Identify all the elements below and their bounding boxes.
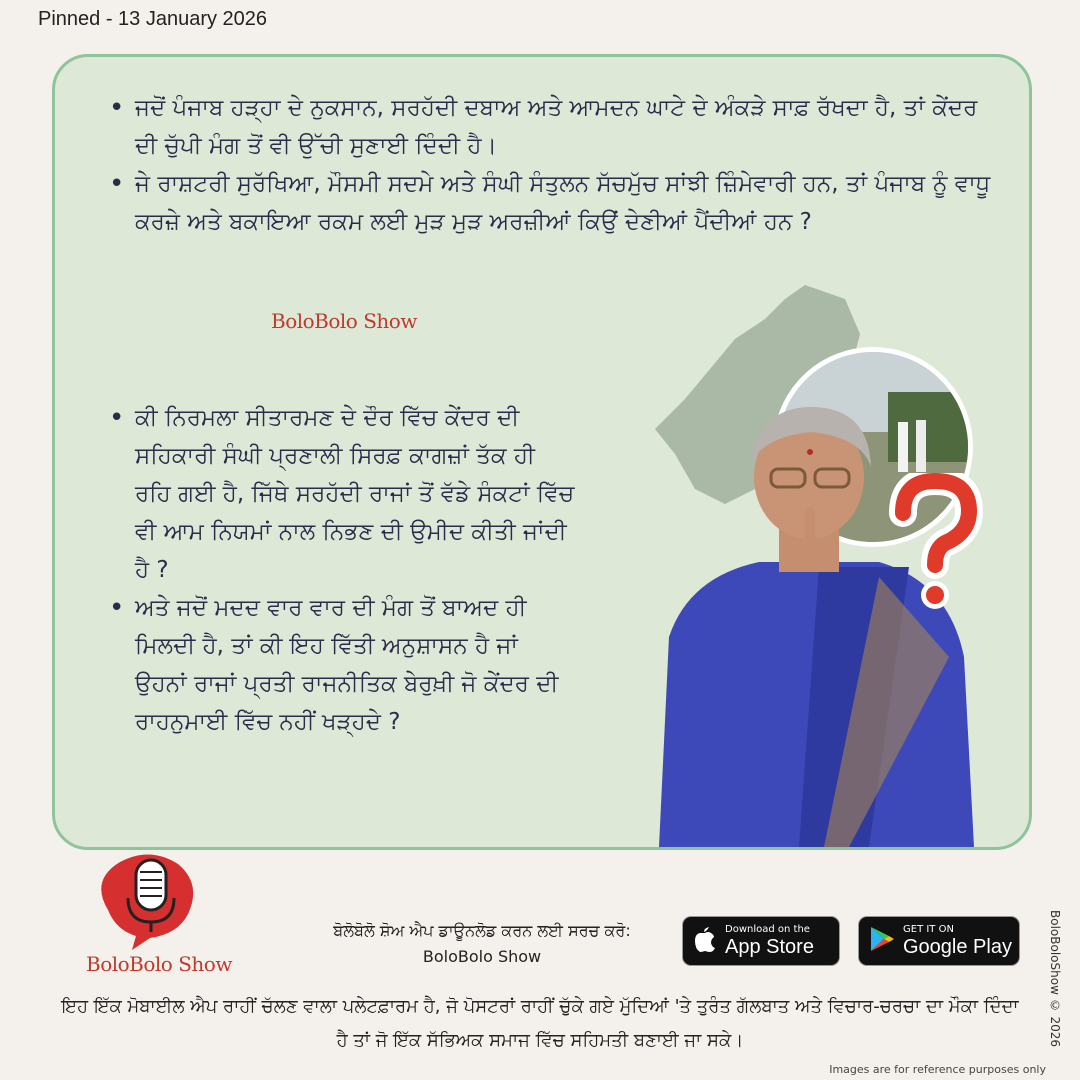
pinned-date: Pinned - 13 January 2026 <box>38 8 268 30</box>
cta-app-name: BoloBolo Show <box>422 947 542 966</box>
content-card <box>52 54 1032 850</box>
download-cta <box>282 918 682 970</box>
list-item: • ਜੇ ਰਾਸ਼ਟਰੀ ਸੁਰੱਖਿਆ, ਮੌਸਮੀ ਸਦਮੇ ਅਤੇ ਸੰਘੀ ਸੰਤੁਲਨ ਸੱਚਮੁੱਚ ਸਾਂਝੀ ਜ਼ਿੰਮੇਵਾਰੀ ਹਨ, ਤਾਂ ਪੰਜਾਬ ਨੂੰ ਵਾਧੂ ਕਰਜ਼ੇ ਅਤੇ ਬਕਾਇਆ ਰਕਮ ਲਈ ਮੁੜ ਮੁੜ ਅਰਜ਼ੀਆਂ ਕਿਉਂ ਦੇਣੀਆਂ ਪੈਂਦੀਆਂ ਹਨ ? <box>105 165 1005 241</box>
cta-text: ਬੋਲੋਬੋਲੋ ਸ਼ੋਅ ਐਪ ਡਾਊਨਲੋਡ ਕਰਨ ਲਈ ਸਰਚ ਕਰੋ: <box>333 921 631 940</box>
top-question-list <box>105 89 1005 241</box>
apple-icon <box>693 925 717 957</box>
list-item: • ਅਤੇ ਜਦੋਂ ਮਦਦ ਵਾਰ ਵਾਰ ਦੀ ਮੰਗ ਤੋਂ ਬਾਅਦ ਹੀ ਮਿਲਦੀ ਹੈ, ਤਾਂ ਕੀ ਇਹ ਵਿੱਤੀ ਅਨੁਸ਼ਾਸਨ ਹੈ ਜਾਂ ਉਹਨਾਂ ਰਾਜਾਂ ਪ੍ਰਤੀ ਰਾਜਨੀਤਿਕ ਬੇਰੁਖ਼ੀ ਜੋ ਕੇਂਦਰ ਦੀ ਰਾਹਨੁਮਾਈ ਵਿੱਚ ਨਹੀਂ ਖੜ੍ਹਦੇ ? <box>105 589 575 741</box>
microphone-logo-icon <box>80 850 210 950</box>
brand-watermark: BoloBolo Show <box>271 309 417 333</box>
app-store-button[interactable] <box>682 916 840 966</box>
list-item: • ਜਦੋਂ ਪੰਜਾਬ ਹੜ੍ਹਾ ਦੇ ਨੁਕਸਾਨ, ਸਰਹੱਦੀ ਦਬਾਅ ਅਤੇ ਆਮਦਨ ਘਾਟੇ ਦੇ ਅੰਕੜੇ ਸਾਫ਼ ਰੱਖਦਾ ਹੈ, ਤਾਂ ਕੇਂਦਰ ਦੀ ਚੁੱਪੀ ਮੰਗ ਤੋਂ ਵੀ ਉੱਚੀ ਸੁਣਾਈ ਦਿੰਦੀ ਹੈ। <box>105 89 1005 165</box>
list-item: • ਕੀ ਨਿਰਮਲਾ ਸੀਤਾਰਮਣ ਦੇ ਦੌਰ ਵਿੱਚ ਕੇਂਦਰ ਦੀ ਸਹਿਕਾਰੀ ਸੰਘੀ ਪ੍ਰਣਾਲੀ ਸਿਰਫ਼ ਕਾਗਜ਼ਾਂ ਤੱਕ ਹੀ ਰਹਿ ਗਈ ਹੈ, ਜਿੱਥੇ ਸਰਹੱਦੀ ਰਾਜਾਂ ਤੋਂ ਵੱਡੇ ਸੰਕਟਾਂ ਵਿੱਚ ਵੀ ਆਮ ਨਿਯਮਾਂ ਨਾਲ ਨਿਭਣ ਦੀ ਉਮੀਦ ਕੀਤੀ ਜਾਂਦੀ ਹੈ ? <box>105 399 575 589</box>
footer-brand: BoloBolo Show <box>86 952 232 976</box>
platform-description: ਇਹ ਇੱਕ ਮੋਬਾਈਲ ਐਪ ਰਾਹੀਂ ਚੱਲਣ ਵਾਲਾ ਪਲੇਟਫ਼ਾਰਮ ਹੈ, ਜੋ ਪੋਸਟਰਾਂ ਰਾਹੀਂ ਚੁੱਕੇ ਗਏ ਮੁੱਦਿਆਂ 'ਤੇ ਤੁਰੰਤ ਗੱਲਬਾਤ ਅਤੇ ਵਿਚਾਰ-ਚਰਚਾ ਦਾ ਮੌਕਾ ਦਿੰਦਾ ਹੈ ਤਾਂ ਜੋ ਇੱਕ ਸੱਭਿਅਕ ਸਮਾਜ ਵਿੱਚ ਸਹਿਮਤੀ ਬਣਾਈ ਜਾ ਸਕੇ। <box>61 996 1019 1051</box>
reference-disclaimer: Images are for reference purposes only <box>829 1063 1046 1076</box>
google-play-label: Google Play <box>903 936 1012 958</box>
google-play-small-label: GET IT ON <box>903 924 954 935</box>
person-image <box>649 397 989 847</box>
question-mark-icon <box>883 473 983 613</box>
bottom-question-list <box>105 399 575 741</box>
copyright-text: BoloBoloShow © 2026 <box>1048 910 1062 1048</box>
google-play-button[interactable] <box>858 916 1020 966</box>
google-play-icon <box>869 925 895 957</box>
app-store-small-label: Download on the <box>725 924 810 935</box>
app-store-label: App Store <box>725 936 814 958</box>
